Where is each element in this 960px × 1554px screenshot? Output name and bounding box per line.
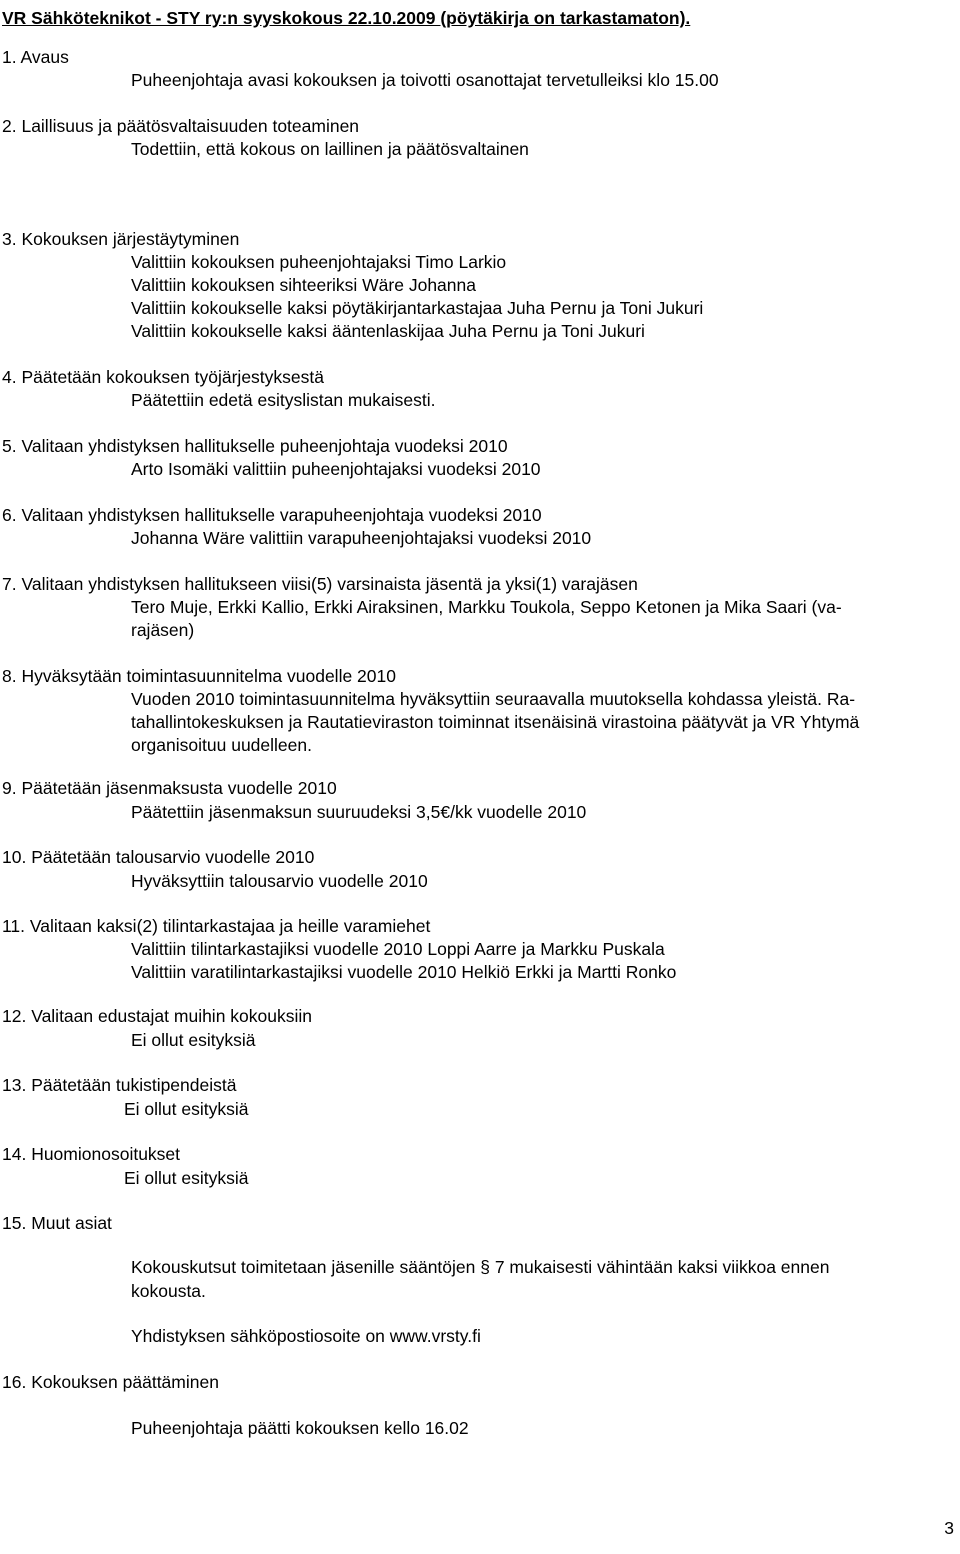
section-16-text: Puheenjohtaja päätti kokouksen kello 16.02 — [131, 1418, 469, 1438]
section-10-text: Hyväksyttiin talousarvio vuodelle 2010 — [131, 871, 428, 891]
section-15-heading: 15. Muut asiat — [2, 1213, 112, 1233]
section-2-text: Todettiin, että kokous on laillinen ja päätösvaltainen — [131, 139, 529, 159]
section-9-text: Päätettiin jäsenmaksun suuruudeksi 3,5€/kk vuodelle 2010 — [131, 802, 587, 822]
document-title: VR Sähköteknikot - STY ry:n syyskokous 22.10.2009 (pöytäkirja on tarkastamaton). — [2, 8, 691, 28]
section-16-heading: 16. Kokouksen päättäminen — [2, 1372, 219, 1392]
section-10-heading: 10. Päätetään talousarvio vuodelle 2010 — [2, 847, 315, 867]
page-number: 3 — [944, 1518, 954, 1538]
section-8-text-2: tahallintokeskuksen ja Rautatieviraston toiminnat itsenäisinä virastoina päätyvät ja VR Yhtymä — [131, 712, 860, 732]
section-8-heading: 8. Hyväksytään toimintasuunnitelma vuodelle 2010 — [2, 666, 396, 686]
section-12-text: Ei ollut esityksiä — [131, 1030, 256, 1050]
section-15-text-3: Yhdistyksen sähköpostiosoite on www.vrsty.fi — [131, 1326, 481, 1346]
section-3-text-4: Valittiin kokoukselle kaksi ääntenlaskijaa Juha Pernu ja Toni Jukuri — [131, 321, 645, 341]
section-4-heading: 4. Päätetään kokouksen työjärjestyksestä — [2, 367, 324, 387]
section-11-text-1: Valittiin tilintarkastajiksi vuodelle 2010 Loppi Aarre ja Markku Puskala — [131, 939, 665, 959]
section-14-text: Ei ollut esityksiä — [124, 1168, 249, 1188]
section-11-text-2: Valittiin varatilintarkastajiksi vuodelle 2010 Helkiö Erkki ja Martti Ronko — [131, 962, 677, 982]
section-1-text: Puheenjohtaja avasi kokouksen ja toivotti osanottajat tervetulleiksi klo 15.00 — [131, 70, 719, 90]
section-3-text-2: Valittiin kokouksen sihteeriksi Wäre Johanna — [131, 275, 476, 295]
section-15-text-2: kokousta. — [131, 1281, 206, 1301]
section-15-text-1: Kokouskutsut toimitetaan jäsenille sääntöjen § 7 mukaisesti vähintään kaksi viikkoa ennen — [131, 1257, 830, 1277]
section-1-heading: 1. Avaus — [2, 47, 69, 67]
section-8-text-3: organisoituu uudelleen. — [131, 735, 312, 755]
section-6-text: Johanna Wäre valittiin varapuheenjohtajaksi vuodeksi 2010 — [131, 528, 592, 548]
section-7-text-1: Tero Muje, Erkki Kallio, Erkki Airaksinen, Markku Toukola, Seppo Ketonen ja Mika Saari (va- — [131, 597, 842, 617]
section-2-heading: 2. Laillisuus ja päätösvaltaisuuden toteaminen — [2, 116, 360, 136]
section-13-text: Ei ollut esityksiä — [124, 1099, 249, 1119]
section-13-heading: 13. Päätetään tukistipendeistä — [2, 1075, 237, 1095]
section-4-text: Päätettiin edetä esityslistan mukaisesti. — [131, 390, 436, 410]
section-7-heading: 7. Valitaan yhdistyksen hallitukseen viisi(5) varsinaista jäsentä ja yksi(1) varajäsen — [2, 574, 638, 594]
section-8-text-1: Vuoden 2010 toimintasuunnitelma hyväksyttiin seuraavalla muutoksella kohdassa yleistä. Ra- — [131, 689, 856, 709]
section-5-text: Arto Isomäki valittiin puheenjohtajaksi vuodeksi 2010 — [131, 459, 541, 479]
section-7-text-2: rajäsen) — [131, 620, 195, 640]
section-11-heading: 11. Valitaan kaksi(2) tilintarkastajaa ja heille varamiehet — [2, 916, 431, 936]
section-12-heading: 12. Valitaan edustajat muihin kokouksiin — [2, 1006, 313, 1026]
section-3-text-3: Valittiin kokoukselle kaksi pöytäkirjantarkastajaa Juha Pernu ja Toni Jukuri — [131, 298, 704, 318]
section-3-heading: 3. Kokouksen järjestäytyminen — [2, 229, 240, 249]
section-6-heading: 6. Valitaan yhdistyksen hallitukselle varapuheenjohtaja vuodeksi 2010 — [2, 505, 542, 525]
section-3-text-1: Valittiin kokouksen puheenjohtajaksi Timo Larkio — [131, 252, 507, 272]
section-9-heading: 9. Päätetään jäsenmaksusta vuodelle 2010 — [2, 778, 337, 798]
section-5-heading: 5. Valitaan yhdistyksen hallitukselle puheenjohtaja vuodeksi 2010 — [2, 436, 508, 456]
section-14-heading: 14. Huomionosoitukset — [2, 1144, 181, 1164]
